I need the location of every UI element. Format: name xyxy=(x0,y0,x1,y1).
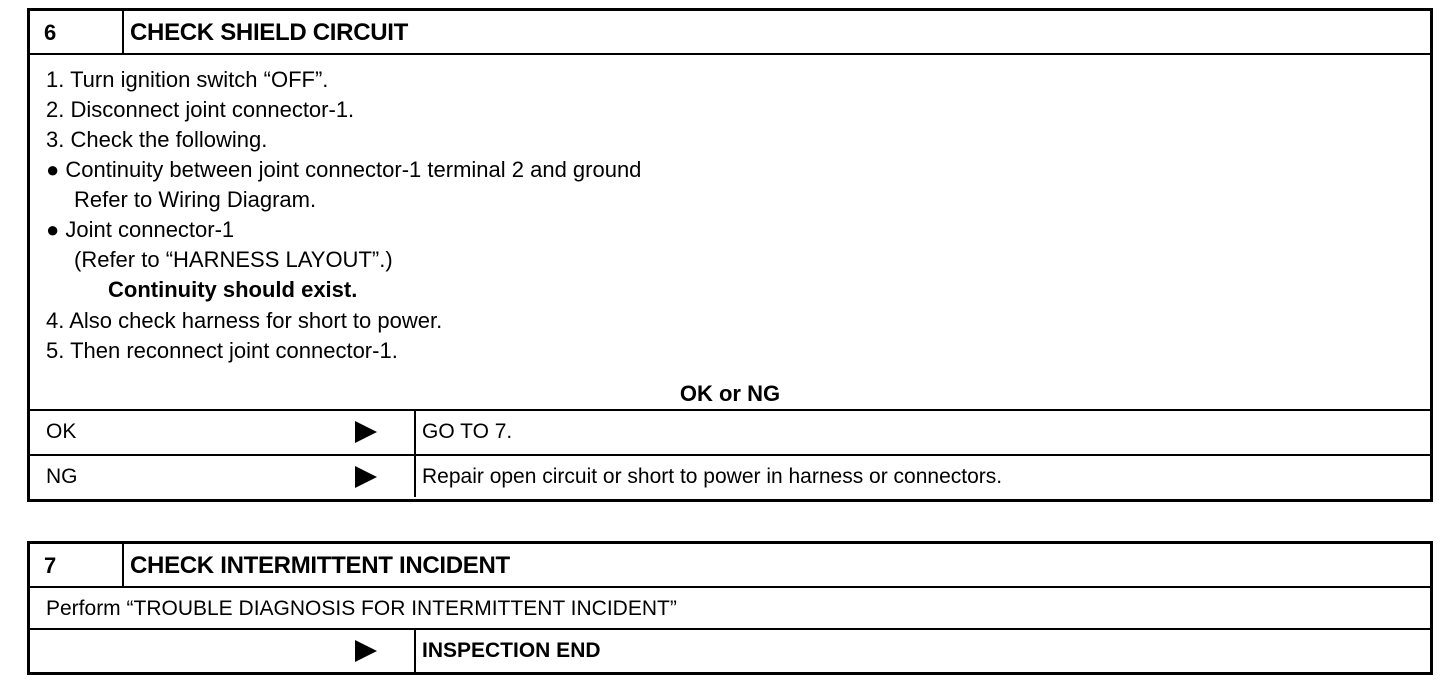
instruction-line: 3. Check the following. xyxy=(46,127,268,152)
expected-result: Continuity should exist. xyxy=(108,277,358,302)
step-7-box xyxy=(27,541,1433,675)
step-6-instructions xyxy=(30,55,1430,411)
instruction-line: ● Joint connector-1 xyxy=(46,217,235,242)
step-number: 6 xyxy=(30,11,124,53)
step-7-header xyxy=(30,544,1430,588)
step-6-box xyxy=(27,8,1433,502)
instruction-line: Refer to Wiring Diagram. xyxy=(74,187,317,212)
result-action: GO TO 7. xyxy=(422,420,513,443)
step-7-instruction: Perform “TROUBLE DIAGNOSIS FOR INTERMITTENT INCIDENT” xyxy=(30,588,1430,630)
right-triangle-icon xyxy=(355,640,377,662)
result-label: OK xyxy=(46,420,77,443)
result-row-ng xyxy=(30,454,1430,497)
right-triangle-icon xyxy=(355,421,377,443)
step-title: CHECK SHIELD CIRCUIT xyxy=(130,19,409,46)
step-6-header xyxy=(30,11,1430,55)
instruction-line: ● Continuity between joint connector-1 terminal 2 and ground xyxy=(46,157,642,182)
instruction-line: 4. Also check harness for short to power. xyxy=(46,308,443,333)
result-label: NG xyxy=(46,465,78,488)
result-action: Repair open circuit or short to power in harness or connectors. xyxy=(422,465,1003,488)
instruction-line: 1. Turn ignition switch “OFF”. xyxy=(46,67,329,92)
result-row-ok xyxy=(30,411,1430,454)
ok-or-ng-label: OK or NG xyxy=(679,381,781,406)
instruction-line: 5. Then reconnect joint connector-1. xyxy=(46,338,398,363)
instruction-line: 2. Disconnect joint connector-1. xyxy=(46,97,355,122)
step-number: 7 xyxy=(30,544,124,586)
right-triangle-icon xyxy=(355,466,377,488)
step-title: CHECK INTERMITTENT INCIDENT xyxy=(130,552,510,579)
result-action: INSPECTION END xyxy=(422,639,601,662)
instruction-line: (Refer to “HARNESS LAYOUT”.) xyxy=(74,247,393,272)
result-row-end xyxy=(30,630,1430,672)
